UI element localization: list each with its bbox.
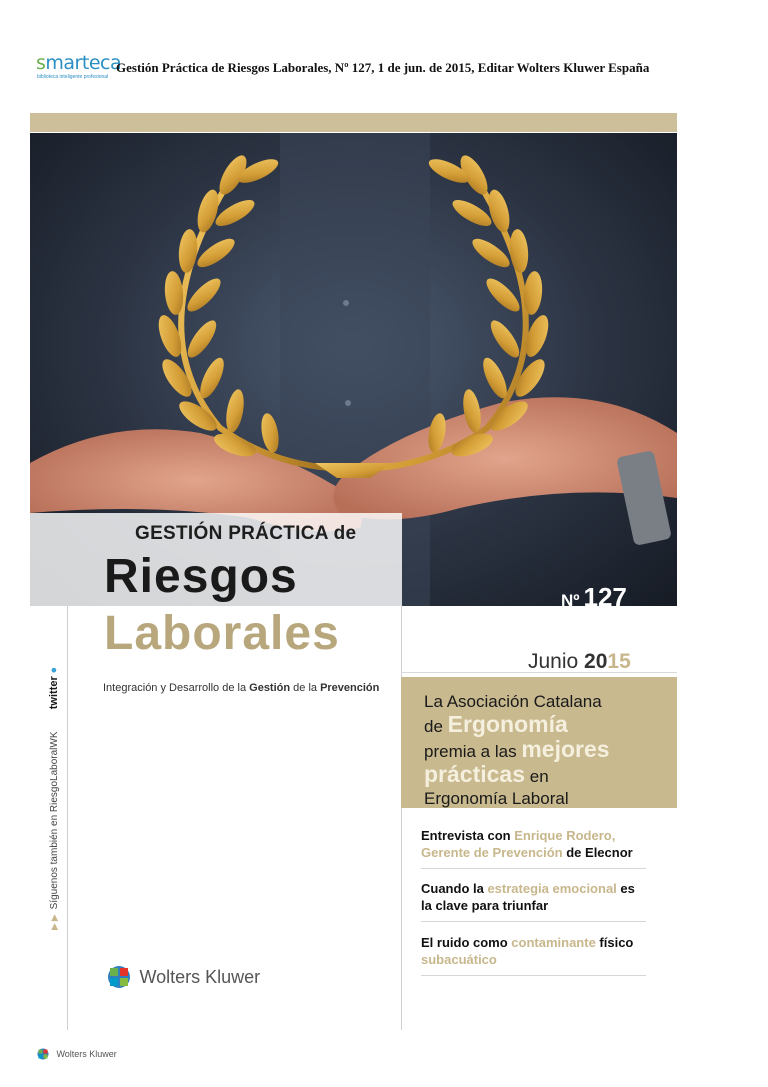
wk-globe-small-icon	[37, 1048, 49, 1060]
twitter-bird-icon: ●	[48, 666, 60, 674]
issue-month: Junio	[528, 650, 579, 673]
wolters-kluwer-footer-logo	[37, 1045, 117, 1063]
left-rule	[67, 606, 68, 1030]
twitter-wordmark: twitter	[48, 676, 60, 710]
arrows-icon: ▶▶	[49, 912, 59, 930]
wk-globe-icon	[107, 965, 131, 989]
article-item: El ruido como contaminante físico subacuático	[421, 935, 634, 967]
wolters-kluwer-logo	[107, 965, 260, 989]
social-text: Síguenos también en RiesgoLaboralWK	[49, 731, 60, 910]
masthead-line2: Laborales	[104, 607, 340, 660]
cover-top-band	[30, 113, 677, 132]
article-item: Entrevista con Enrique Rodero, Gerente de Prevención de Elecnor	[421, 828, 633, 860]
smarteca-tagline: biblioteca inteligente profesional	[37, 74, 109, 80]
masthead-line1: Riesgos	[104, 550, 298, 603]
masthead-small: GESTIÓN PRÁCTICA de	[135, 523, 357, 544]
issue-number	[561, 582, 627, 613]
article-divider	[421, 868, 646, 869]
article-divider	[421, 975, 646, 976]
feature-headline: La Asociación Catalana de Ergonomía premia a las mejores prácticas en Ergonomía Laboral	[424, 692, 610, 808]
cover-subtitle: Integración y Desarrollo de la Gestión de la Prevención	[103, 682, 380, 694]
issue-value: 127	[583, 582, 627, 612]
smarteca-logo	[36, 52, 122, 82]
citation-header: Gestión Práctica de Riesgos Laborales, Nº 127, 1 de jun. de 2015, Editar Wolters Kluwer España	[116, 60, 650, 75]
social-strip	[48, 667, 60, 930]
article-divider	[421, 921, 646, 922]
article-item: Cuando la estrategia emocional es la clave para triunfar	[421, 881, 635, 913]
wk-name: Wolters Kluwer	[139, 966, 261, 987]
smarteca-wordmark: smarteca	[36, 52, 122, 74]
issue-label: Nº	[561, 591, 580, 610]
center-rule	[401, 606, 402, 1030]
wk-small-name: Wolters Kluwer	[56, 1048, 117, 1059]
issue-date	[528, 650, 631, 674]
issue-year: 2015	[584, 650, 631, 673]
